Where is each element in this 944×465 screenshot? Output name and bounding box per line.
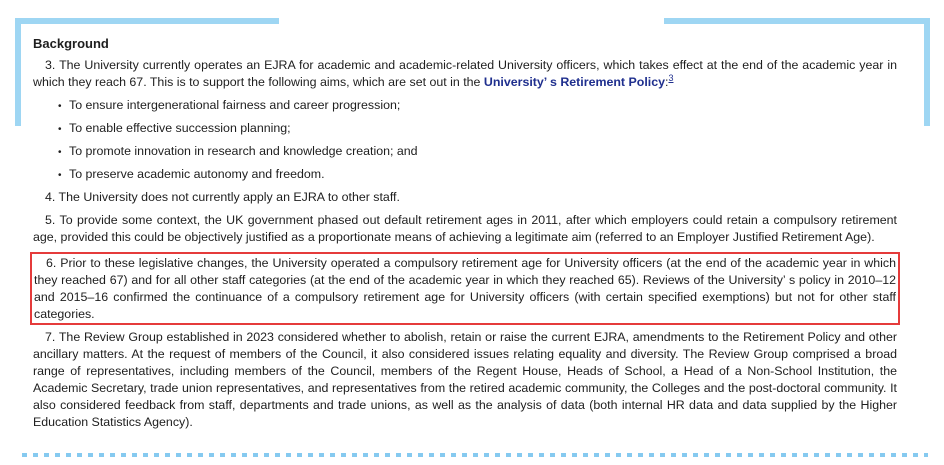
frame-top-right-bar: [664, 18, 930, 24]
highlight-box: [30, 252, 900, 325]
bullet-icon: •: [58, 170, 62, 181]
bullet-icon: •: [58, 124, 62, 135]
frame-top-left-bar: [15, 18, 279, 24]
document-body: [33, 36, 897, 437]
paragraph-7: 7. The Review Group established in 2023 considered whether to abolish, retain or raise the current EJRA, amendments to the Retirement Policy and other ancillary matters. At the request of members of the Council, it also considered issues relating equality and diversity. The Review Group comprised a broad range of representatives, including members of the Council, members of the Regent House, Heads of School, a Head of a Non-School Institution, the Academic Secretary, trade union representatives, and representatives from the retired academic community, the Colleges and the post-doctoral community. It also considered feedback from staff, departments and trade unions, as well as the analysis of data (both internal HR data and data supplied by the Higher Education Statistics Agency).: [33, 330, 897, 429]
list-item-text: To ensure intergenerational fairness and career progression;: [69, 98, 401, 112]
footnote-link[interactable]: 3: [668, 72, 674, 83]
retirement-policy-link[interactable]: University’ s Retirement Policy: [483, 75, 666, 89]
list-item: [58, 120, 897, 138]
section-heading: Background: [33, 36, 109, 51]
dotted-divider: [22, 453, 928, 457]
frame-left-bar: [15, 18, 21, 126]
paragraph-6: 6. Prior to these legislative changes, the University operated a compulsory retirement age for University officers (at the end of the academic year in which they reached 67) and for all other staff categories (at the end of the academic year in which they reached 65). Reviews of the University’ s policy in 2010–12 and 2015–16 confirmed the continuance of a compulsory retirement age for University officers (with certain specified exemptions) but not for other staff categories.: [34, 256, 896, 321]
paragraph-5: 5. To provide some context, the UK government phased out default retirement ages in 2011, after which employers could retain a compulsory retirement age, provided this could be objectively justified as a proportionate means of achieving a legitimate aim (referred to an Employer Justified Retirement Age).: [33, 213, 897, 244]
list-item: [58, 166, 897, 184]
list-item-text: To enable effective succession planning;: [69, 121, 291, 135]
aims-list: [33, 97, 897, 184]
bullet-icon: •: [58, 101, 62, 112]
frame-right-bar: [924, 18, 930, 126]
paragraph-3: [33, 57, 897, 91]
list-item: [58, 143, 897, 161]
paragraph-3-colon: :: [665, 75, 669, 89]
paragraph-4: 4. The University does not currently apply an EJRA to other staff.: [45, 190, 400, 204]
paragraph-3-text: 3. The University currently operates an EJRA for academic and academic-related University officers, which takes effect at the end of the academic year in which they reach 67. This is to support the following aims, which are set out in the: [33, 58, 897, 89]
list-item-text: To promote innovation in research and knowledge creation; and: [69, 144, 418, 158]
list-item-text: To preserve academic autonomy and freedom.: [69, 167, 325, 181]
list-item: [58, 97, 897, 115]
bullet-icon: •: [58, 147, 62, 158]
